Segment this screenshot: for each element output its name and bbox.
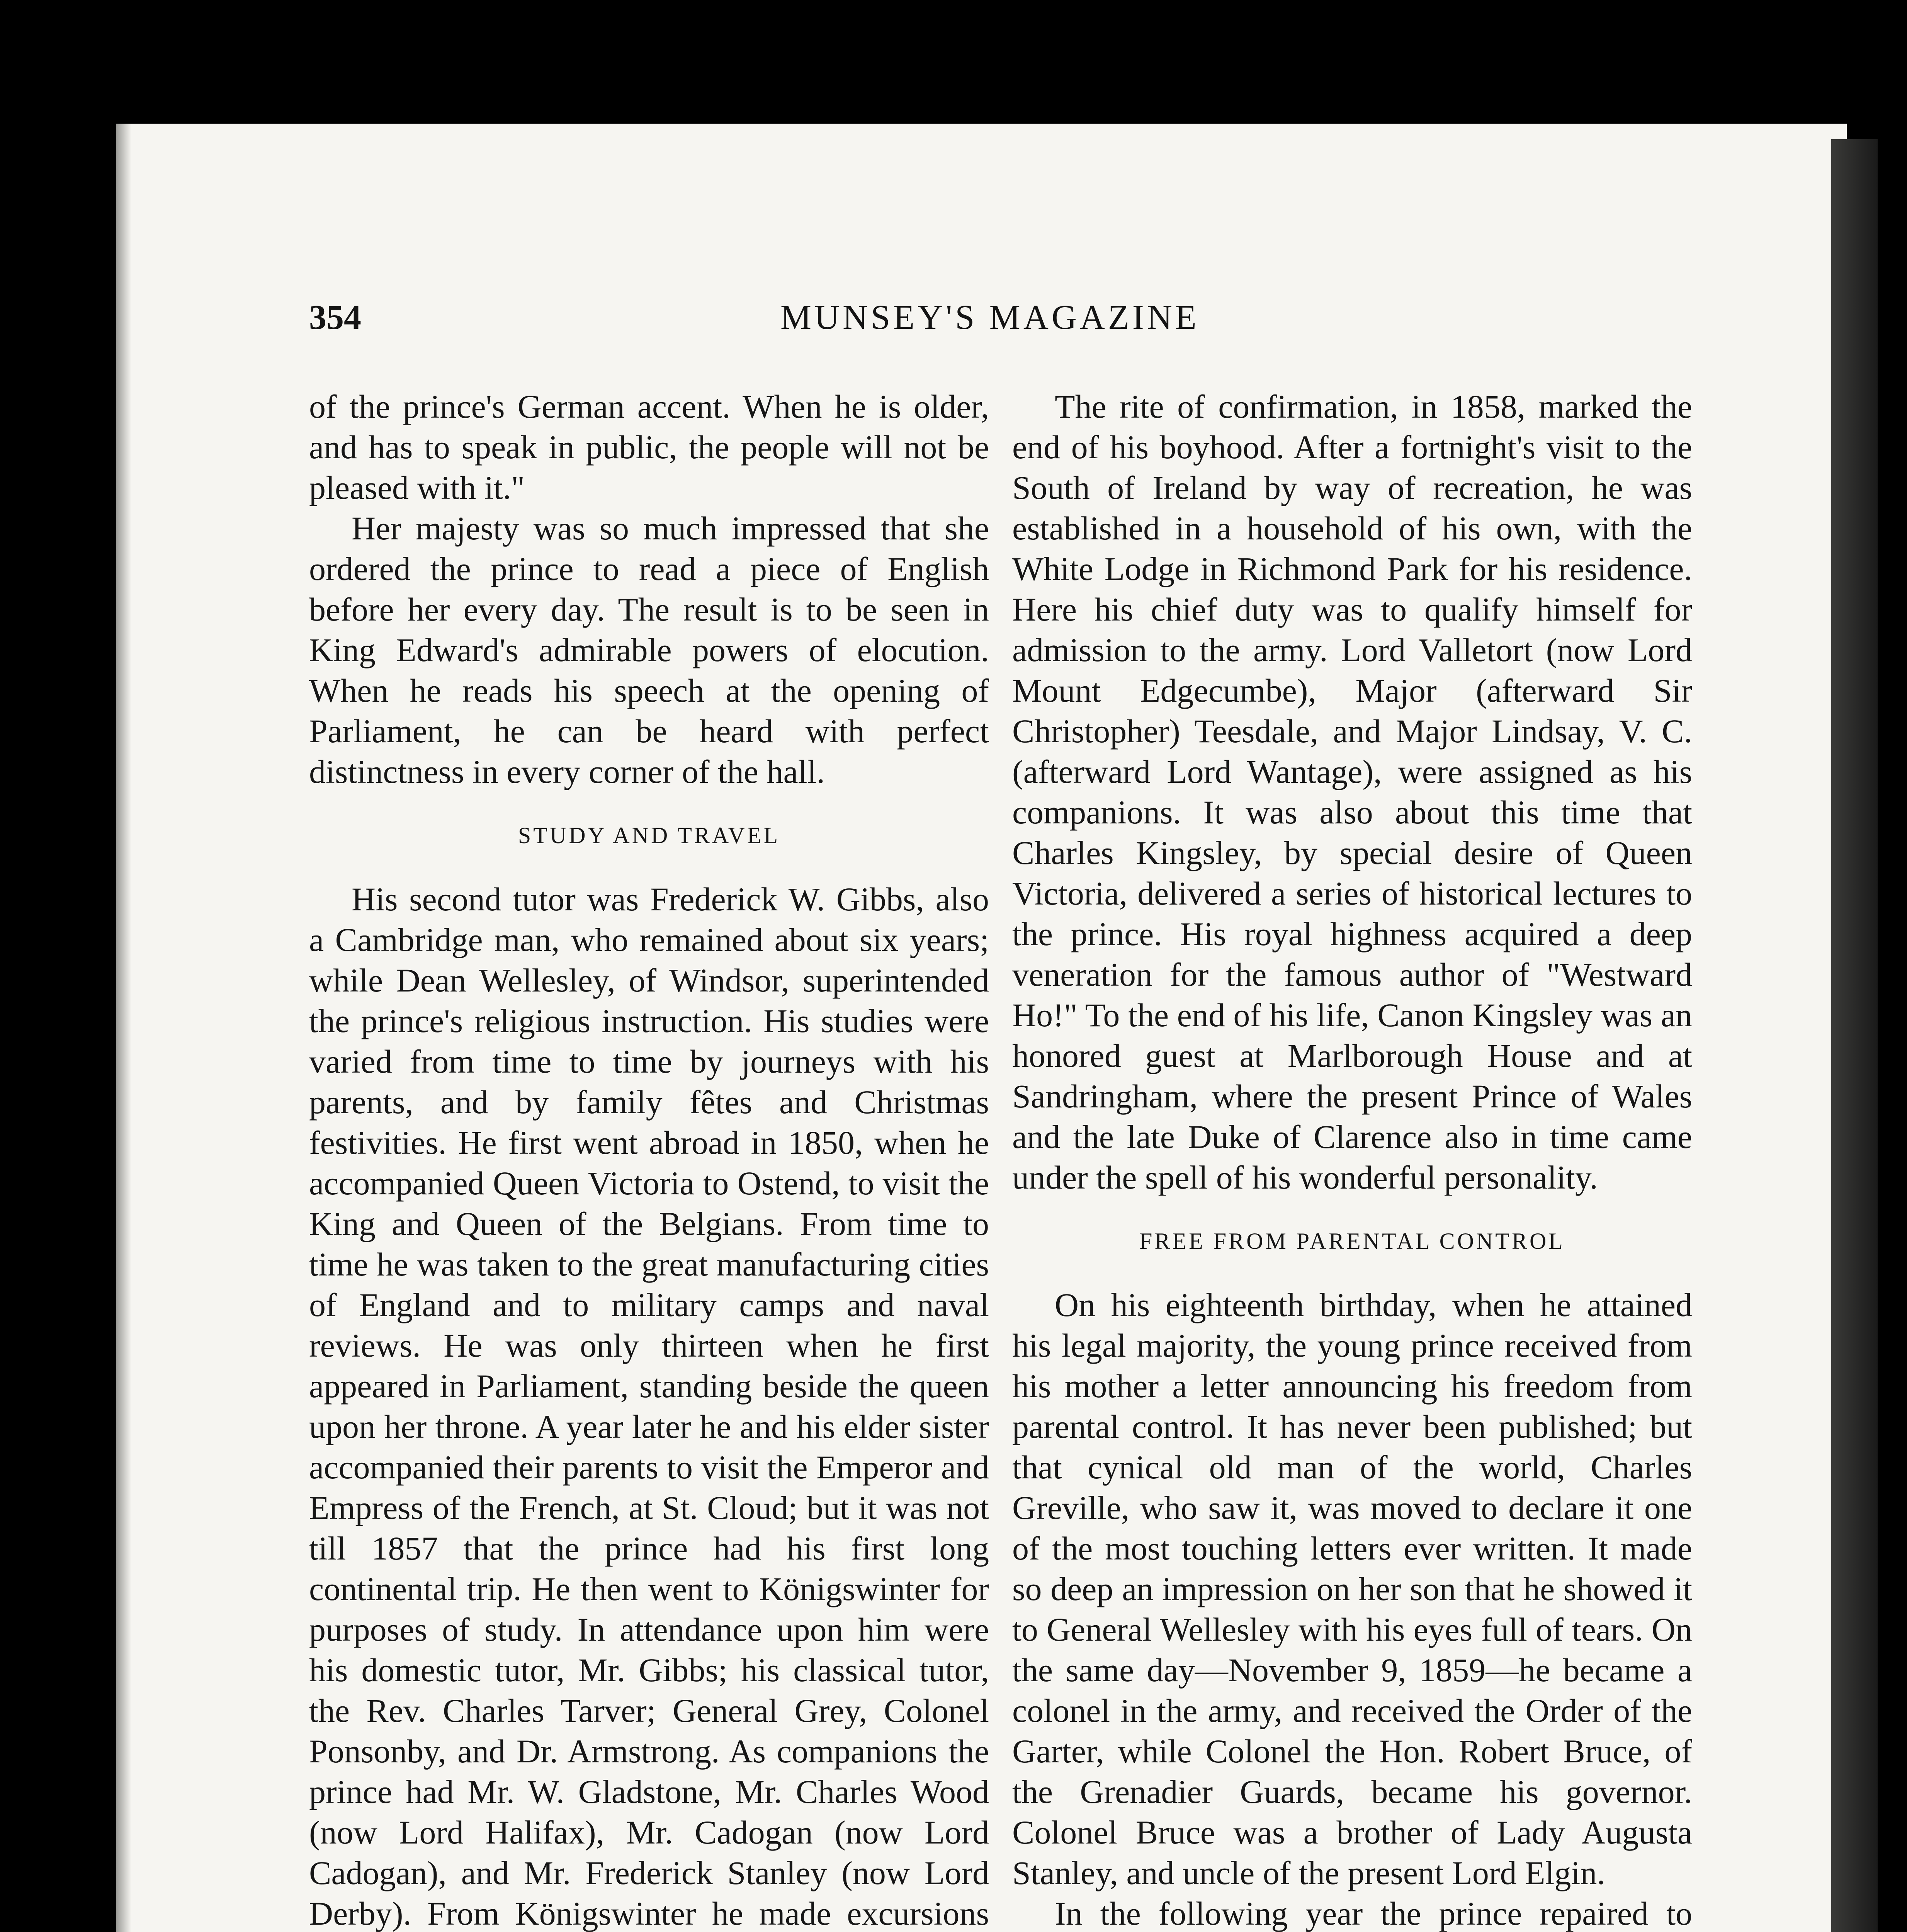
left-column (309, 386, 989, 1932)
paragraph: His second tutor was Frederick W. Gibbs, also a Cambridge man, who remained about six years; while Dean Wellesley, of Windsor, superintended the prince's religious instruction. His studies were varied from time to time by journeys with his parents, and by family fêtes and Christmas festivities. He first went abroad in 1850, when he accompanied Queen Victoria to Ostend, to visit the King and Queen of the Belgians. From time to time he was taken to the great manufacturing cities of England and to military camps and naval reviews. He was only thirteen when he first appeared in Parliament, standing beside the queen upon her throne. A year later he and his elder sister accompanied their parents to visit the Emperor and Empress of the French, at St. Cloud; but it was not till 1857 that the prince had his first long continental trip. He then went to Königswinter for purposes of study. In attendance upon him were his domestic tutor, Mr. Gibbs; his classical tutor, the Rev. Charles Tarver; General Grey, Colonel Ponsonby, and Dr. Armstrong. As companions the prince had Mr. W. Gladstone, Mr. Charles Wood (now Lord Halifax), Mr. Cadogan (now Lord Cadogan), and Mr. Frederick Stanley (now Lord Derby). From Königswinter he made excursions (309, 881, 989, 1932)
section-heading: STUDY AND TRAVEL (518, 823, 780, 848)
running-head: MUNSEY'S MAGAZINE (780, 298, 1200, 337)
page-number: 354 (309, 298, 361, 337)
paragraph: In the following year the prince repaired to (1055, 1895, 1692, 1932)
book-spine-shadow (1831, 139, 1878, 1932)
page-left-shadow (116, 124, 131, 1932)
right-column (1012, 386, 1692, 1932)
paragraph: On his eighteenth birthday, when he attained his legal majority, the young prince received from his mother a letter announcing his freedom from parental control. It has never been published; but that cynical old man of the world, Charles Greville, who saw it, was moved to declare it one of the most touching letters ever written. It made so deep an impression on her son that he showed it to General Wellesley with his eyes full of tears. On the same day—November 9, 1859—he became a colonel in the army, and received the Order of the Garter, while Colonel the Hon. Robert Bruce, of the Grenadier Guards, became his governor. Colonel Bruce was a brother of Lady Augusta Stanley, and uncle of the present Lord Elgin. (1012, 1286, 1692, 1891)
page-header (309, 298, 1646, 344)
section-heading: FREE FROM PARENTAL CONTROL (1139, 1228, 1565, 1254)
paragraph: The rite of confirmation, in 1858, marked the end of his boyhood. After a fortnight's visit to the South of Ireland by way of recreation, he was established in a household of his own, with the White Lodge in Richmond Park for his residence. Here his chief duty was to qualify himself for admission to the army. Lord Valletort (now Lord Mount Edgecumbe), Major (afterward Sir Christopher) Teesdale, and Major Lindsay, V. C. (afterward Lord Wantage), were assigned as his companions. It was also about this time that Charles Kingsley, by special desire of Queen Victoria, delivered a series of historical lectures to the prince. His royal highness acquired a deep veneration for the famous author of "Westward Ho!" To the end of his life, Canon Kingsley was an honored guest at Marlborough House and at Sandringham, where the present Prince of Wales and the late Duke of Clarence also in time came under the spell of his wonderful personality. (1012, 388, 1692, 1196)
paragraph: of the prince's German accent. When he is older, and has to speak in public, the people will not be pleased with it." (309, 388, 989, 506)
paragraph: Her majesty was so much impressed that she ordered the prince to read a piece of English before her every day. The result is to be seen in King Edward's admirable powers of elocution. When he reads his speech at the opening of Parliament, he can be heard with perfect distinctness in every corner of the hall. (309, 510, 989, 790)
